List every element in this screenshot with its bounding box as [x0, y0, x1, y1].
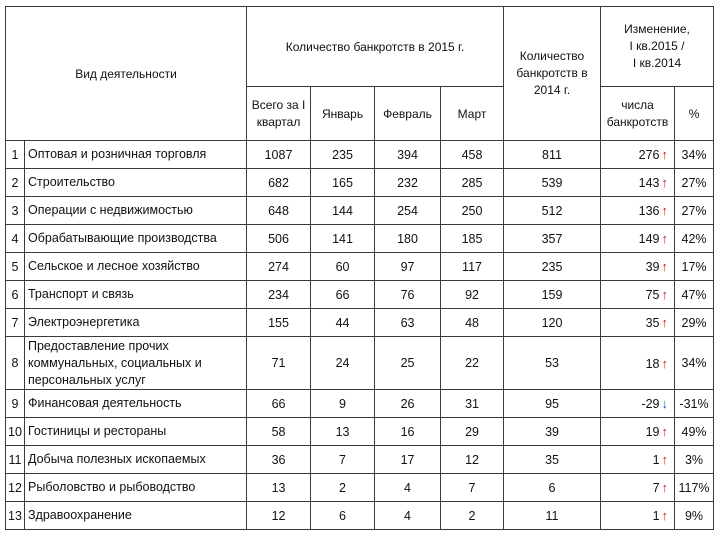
row-total-2014: 811 [504, 141, 601, 169]
row-activity: Добыча полезных ископаемых [25, 446, 247, 474]
row-jan: 7 [311, 446, 375, 474]
change-value: 39 [645, 260, 660, 274]
table-row [6, 225, 714, 253]
row-number: 11 [6, 446, 25, 474]
change-value: 75 [645, 288, 660, 302]
row-feb: 25 [375, 337, 441, 390]
table-row [6, 390, 714, 418]
table-row [6, 309, 714, 337]
header-mar: Март [441, 87, 504, 141]
row-mar: 285 [441, 169, 504, 197]
row-jan: 2 [311, 474, 375, 502]
row-total-q1: 682 [247, 169, 311, 197]
row-number: 9 [6, 390, 25, 418]
row-mar: 92 [441, 281, 504, 309]
table-row [6, 253, 714, 281]
row-mar: 117 [441, 253, 504, 281]
row-feb: 17 [375, 446, 441, 474]
row-total-2014: 11 [504, 502, 601, 530]
row-total-2014: 6 [504, 474, 601, 502]
header-jan: Январь [311, 87, 375, 141]
row-change-count [601, 418, 675, 446]
row-feb: 180 [375, 225, 441, 253]
row-total-q1: 58 [247, 418, 311, 446]
row-change-count [601, 502, 675, 530]
row-activity: Транспорт и связь [25, 281, 247, 309]
row-change-pct: -31% [675, 390, 714, 418]
row-total-q1: 1087 [247, 141, 311, 169]
header-total-q1: Всего за I квартал [247, 87, 311, 141]
row-change-pct: 117% [675, 474, 714, 502]
row-feb: 254 [375, 197, 441, 225]
header-count-2014: Количество банкротств в 2014 г. [504, 7, 601, 141]
row-total-q1: 12 [247, 502, 311, 530]
row-feb: 4 [375, 474, 441, 502]
row-feb: 76 [375, 281, 441, 309]
row-feb: 97 [375, 253, 441, 281]
row-feb: 4 [375, 502, 441, 530]
row-change-count [601, 197, 675, 225]
row-activity: Рыболовство и рыбоводство [25, 474, 247, 502]
row-change-pct: 42% [675, 225, 714, 253]
row-total-q1: 506 [247, 225, 311, 253]
header-count-2015: Количество банкротств в 2015 г. [247, 7, 504, 87]
row-jan: 9 [311, 390, 375, 418]
row-jan: 6 [311, 502, 375, 530]
arrow-up-icon: ↑ [661, 480, 669, 495]
row-mar: 250 [441, 197, 504, 225]
row-activity: Электроэнергетика [25, 309, 247, 337]
row-change-pct: 17% [675, 253, 714, 281]
arrow-up-icon: ↑ [661, 259, 669, 274]
row-feb: 394 [375, 141, 441, 169]
row-change-count [601, 446, 675, 474]
change-value: 19 [645, 425, 660, 439]
row-mar: 7 [441, 474, 504, 502]
header-change-pct: % [675, 87, 714, 141]
row-number: 1 [6, 141, 25, 169]
row-total-q1: 71 [247, 337, 311, 390]
row-change-pct: 29% [675, 309, 714, 337]
row-number: 13 [6, 502, 25, 530]
row-jan: 24 [311, 337, 375, 390]
row-mar: 458 [441, 141, 504, 169]
table-row [6, 446, 714, 474]
change-value: 35 [645, 316, 660, 330]
row-mar: 2 [441, 502, 504, 530]
row-mar: 22 [441, 337, 504, 390]
row-feb: 63 [375, 309, 441, 337]
row-activity: Финансовая деятельность [25, 390, 247, 418]
row-change-pct: 3% [675, 446, 714, 474]
table-body [6, 141, 714, 530]
row-mar: 48 [441, 309, 504, 337]
row-activity: Обрабатывающие производства [25, 225, 247, 253]
row-number: 12 [6, 474, 25, 502]
row-change-pct: 27% [675, 197, 714, 225]
row-change-pct: 34% [675, 141, 714, 169]
row-feb: 26 [375, 390, 441, 418]
row-total-2014: 35 [504, 446, 601, 474]
arrow-up-icon: ↑ [661, 355, 669, 371]
header-change: Изменение, I кв.2015 / I кв.2014 [601, 7, 714, 87]
change-value: 149 [638, 232, 660, 246]
row-total-q1: 36 [247, 446, 311, 474]
change-value: 143 [638, 176, 660, 190]
row-total-2014: 120 [504, 309, 601, 337]
row-change-count [601, 225, 675, 253]
row-number: 4 [6, 225, 25, 253]
row-change-pct: 27% [675, 169, 714, 197]
table-row [6, 141, 714, 169]
row-jan: 13 [311, 418, 375, 446]
row-activity: Операции с недвижимостью [25, 197, 247, 225]
row-total-2014: 539 [504, 169, 601, 197]
row-number: 8 [6, 337, 25, 390]
row-total-q1: 66 [247, 390, 311, 418]
row-number: 7 [6, 309, 25, 337]
row-change-count [601, 281, 675, 309]
table-row [6, 281, 714, 309]
table-row [6, 474, 714, 502]
row-mar: 12 [441, 446, 504, 474]
row-total-2014: 159 [504, 281, 601, 309]
row-change-count [601, 390, 675, 418]
row-number: 2 [6, 169, 25, 197]
arrow-up-icon: ↑ [661, 424, 669, 439]
row-change-pct: 47% [675, 281, 714, 309]
row-jan: 60 [311, 253, 375, 281]
row-change-pct: 9% [675, 502, 714, 530]
row-jan: 165 [311, 169, 375, 197]
header-activity: Вид деятельности [6, 7, 247, 141]
table-row [6, 502, 714, 530]
bankruptcy-table-sheet [5, 6, 713, 536]
row-mar: 29 [441, 418, 504, 446]
row-change-count [601, 474, 675, 502]
row-total-2014: 39 [504, 418, 601, 446]
row-activity: Гостиницы и рестораны [25, 418, 247, 446]
row-activity: Предоставление прочих коммунальных, социальных и персональных услуг [25, 337, 247, 390]
row-total-2014: 95 [504, 390, 601, 418]
row-total-q1: 274 [247, 253, 311, 281]
arrow-up-icon: ↑ [661, 175, 669, 190]
row-total-2014: 235 [504, 253, 601, 281]
header-change-count: числа банкротств [601, 87, 675, 141]
row-total-2014: 357 [504, 225, 601, 253]
row-change-count [601, 337, 675, 390]
row-change-count [601, 309, 675, 337]
row-number: 6 [6, 281, 25, 309]
change-value: 7 [652, 481, 660, 495]
row-feb: 232 [375, 169, 441, 197]
row-jan: 141 [311, 225, 375, 253]
row-change-count [601, 141, 675, 169]
row-jan: 44 [311, 309, 375, 337]
arrow-down-icon: ↓ [661, 396, 669, 411]
arrow-up-icon: ↑ [661, 287, 669, 302]
change-value: -29 [641, 397, 660, 411]
change-value: 276 [638, 148, 660, 162]
change-value: 136 [638, 204, 660, 218]
row-activity: Строительство [25, 169, 247, 197]
change-value: 1 [652, 453, 660, 467]
row-activity: Здравоохранение [25, 502, 247, 530]
row-change-pct: 49% [675, 418, 714, 446]
header-feb: Февраль [375, 87, 441, 141]
arrow-up-icon: ↑ [661, 508, 669, 523]
row-number: 10 [6, 418, 25, 446]
arrow-up-icon: ↑ [661, 231, 669, 246]
table-row [6, 418, 714, 446]
table-row [6, 197, 714, 225]
row-jan: 235 [311, 141, 375, 169]
row-total-q1: 234 [247, 281, 311, 309]
row-number: 3 [6, 197, 25, 225]
bankruptcy-table [5, 6, 714, 530]
change-value: 1 [652, 509, 660, 523]
arrow-up-icon: ↑ [661, 147, 669, 162]
row-total-2014: 53 [504, 337, 601, 390]
row-total-q1: 155 [247, 309, 311, 337]
row-feb: 16 [375, 418, 441, 446]
row-change-count [601, 169, 675, 197]
table-row [6, 169, 714, 197]
arrow-up-icon: ↑ [661, 452, 669, 467]
table-header [6, 7, 714, 141]
arrow-up-icon: ↑ [661, 203, 669, 218]
row-number: 5 [6, 253, 25, 281]
row-activity: Сельское и лесное хозяйство [25, 253, 247, 281]
change-value: 18 [645, 356, 660, 371]
row-total-q1: 13 [247, 474, 311, 502]
row-activity: Оптовая и розничная торговля [25, 141, 247, 169]
table-row [6, 337, 714, 390]
row-change-pct: 34% [675, 337, 714, 390]
row-jan: 144 [311, 197, 375, 225]
row-change-count [601, 253, 675, 281]
row-total-2014: 512 [504, 197, 601, 225]
row-mar: 31 [441, 390, 504, 418]
row-mar: 185 [441, 225, 504, 253]
arrow-up-icon: ↑ [661, 315, 669, 330]
row-jan: 66 [311, 281, 375, 309]
row-total-q1: 648 [247, 197, 311, 225]
